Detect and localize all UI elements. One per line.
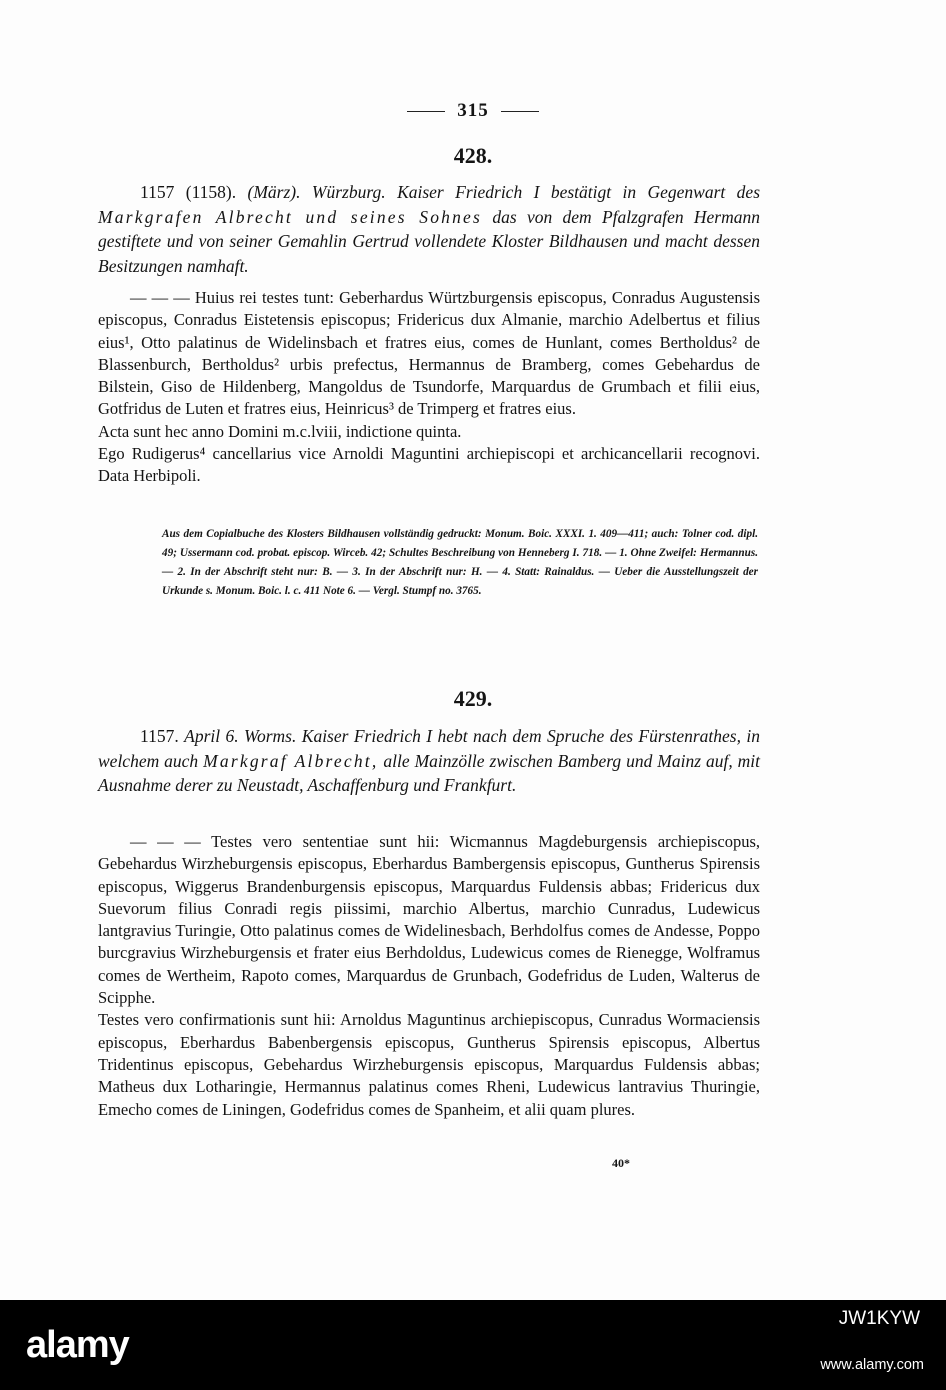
regest-428-date: 1157 (1158). <box>140 182 248 202</box>
regest-429-summary-part1: Kaiser Friedrich I hebt nach dem Spruche des Fürstenrathes, in welchem auch <box>98 726 760 771</box>
regest-428-name: Markgrafen Albrecht und seines Sohnes <box>98 206 483 227</box>
regest-429 <box>98 724 760 798</box>
regest-428 <box>98 180 760 278</box>
page-number: 315 <box>0 100 946 122</box>
regest-429-summary-part2: alle Mainzölle zwischen Bamberg und Mainz auf, mit Ausnahme derer zu Neustadt, Aschaffenburg und Frankfurt. <box>98 750 761 795</box>
regest-428-month: (März). <box>247 182 301 202</box>
regest-429-date: 1157. <box>140 726 185 746</box>
witnesses-of-sentence-429: — — — Testes vero sententiae sunt hii: Wicmannus Magdeburgensis archiepiscopus, Gebehardus Wirzheburgensis episcopus, Eberhardus Bambergensis episcopus, Guntherus Spirensis episcopus, Wiggerus Brandenburgensis episcopus, Marquardus Fuldensis abbas; Fridericus dux Suevorum filius Conradi regis piissimi, marchio Albertus, marchio Cunradus, Ludewicus lantgravius Turingie, Otto palatinus comes de Widelinesbach, Berhdolfus comes de Andesse, Poppo burcgravius Wirzheburgensis et frater eius Berhdoldus, Ludewicus comes de Rienegge, Wolframus comes de Wertheim, Rapoto comes, Marquardus de Grunbach, Godefridus de Luden, Walterus de Scipphe. <box>98 832 760 1008</box>
witnesses-of-confirmation-429: Testes vero confirmationis sunt hii: Arnoldus Maguntinus archiepiscopus, Cunradus Wormaciensis episcopus, Eberhardus Babenbergensis episcopus, Guntherus Spirensis episcopus, Albertus Tridentinus episcopus, Gebehardus Wirzheburgensis episcopus, Marquardus Fuldensis abbas; Matheus dux Lotharingie, Hermannus palatinus comes Rheni, Ludewicus lantravius Thuringie, Emecho comes de Liningen, Godefridus comes de Spanheim, et alii quam plures. <box>98 1010 760 1119</box>
site-url: www.alamy.com <box>820 1357 924 1373</box>
alamy-logo: alamy <box>26 1324 129 1366</box>
charter-text-429 <box>98 831 760 1121</box>
regest-428-summary-part1: Kaiser Friedrich I bestätigt in Gegenwart des <box>397 182 761 202</box>
recognition-clause-428: Ego Rudigerus⁴ cancellarius vice Arnoldi Maguntini archiepiscopi et archicancellarii recognovi. Data Herbipoli. <box>98 444 760 486</box>
image-id-label: JW1KYW <box>835 1306 924 1332</box>
sheet-signature: 40* <box>612 1156 630 1170</box>
regest-428-place: Würzburg. <box>311 182 386 202</box>
dating-clause-428: Acta sunt hec anno Domini m.c.lviii, indictione quinta. <box>98 421 462 441</box>
regest-429-name: Markgraf Albrecht, <box>203 750 379 771</box>
watermark-banner <box>0 1300 946 1390</box>
regest-429-day: April 6. <box>184 726 239 746</box>
document-number-429: 429. <box>453 686 493 711</box>
footnote-428 <box>162 525 758 601</box>
footnote-428-text: Aus dem Copialbuche des Klosters Bildhausen vollständig gedruckt: Monum. Boic. XXXI. 1. 409—411; auch: Tolner cod. dipl. 49; Ussermann cod. probat. episcop. Wirceb. 42; Schultes Beschreibung von Henneberg I. 718. — 1. Ohne Zweifel: Hermannus. — 2. In der Abschrift steht nur: B. — 3. In der Abschrift nur: H. — 4. Statt: Rainaldus. — Ueber die Ausstellungszeit der Urkunde s. Monum. Boic. l. c. 411 Note 6. — Vergl. Stumpf no. 3765. <box>162 528 758 597</box>
regest-428-summary-part2: das von dem Pfalzgrafen Hermann gestiftete und von seiner Gemahlin Gertrud vollendete Kloster Bildhausen und macht dessen Besitzungen namhaft. <box>98 206 760 276</box>
document-number-428: 428. <box>453 143 493 168</box>
charter-text-428 <box>98 287 760 488</box>
regest-429-place: Worms. <box>244 726 297 746</box>
witness-list-428: — — — Huius rei testes tunt: Geberhardus Würtzburgensis episcopus, Conradus Augustensis episcopus, Conradus Eistetensis episcopus; Fridericus dux Almanie, marchio Adelbertus et filius eius¹, Otto palatinus de Widelinsbach et fratres eius, comes de Hunlant, comes Bertholdus² de Blassenburch, Bertholdus² urbis prefectus, Hermannus de Bramberg, comes Gebehardus de Bilstein, Giso de Hildenberg, Mangoldus de Tsundorfe, Marquardus de Grumbach et filii eius, Gotfridus de Luten et fratres eius, Heinricus³ de Trimperg et fratres eius. <box>98 288 760 419</box>
